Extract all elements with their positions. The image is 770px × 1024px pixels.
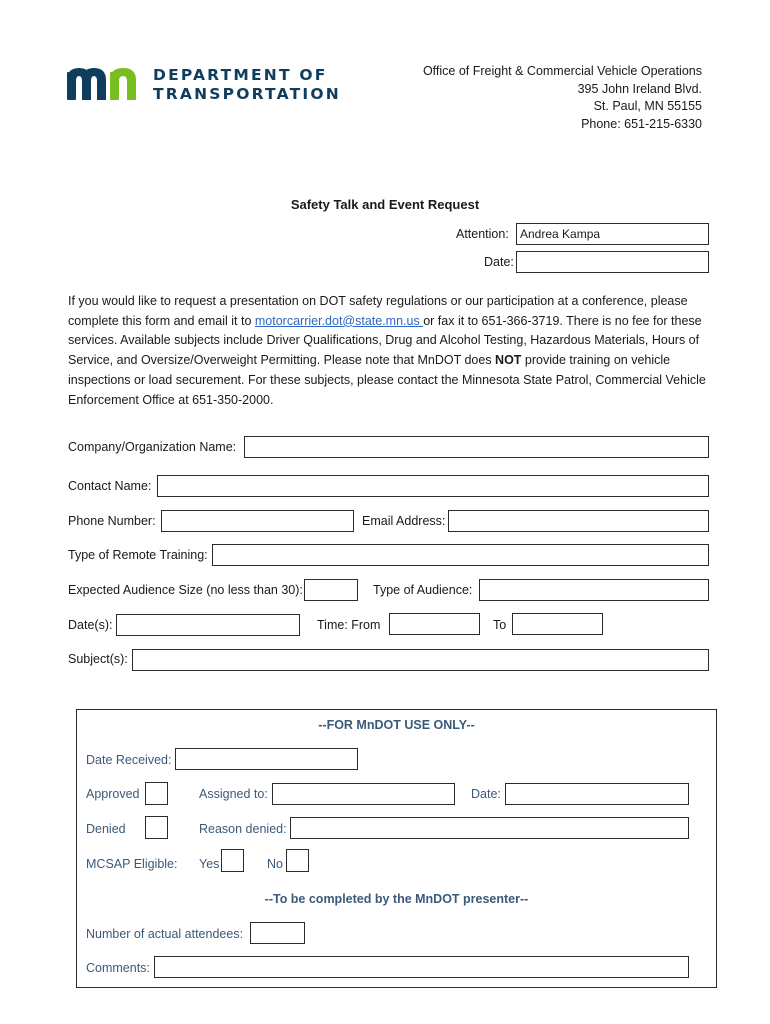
remote-training-field[interactable] [212,544,709,566]
time-from-field[interactable] [389,613,480,635]
company-label: Company/Organization Name: [68,440,237,454]
time-to-label: To [493,618,507,632]
email-field[interactable] [448,510,709,532]
audience-size-label: Expected Audience Size (no less than 30): [68,583,303,597]
phone-field[interactable] [161,510,354,532]
office-date-field[interactable] [505,783,689,805]
email-link[interactable]: motorcarrier.dot@state.mn.us [254,313,424,328]
mcsap-label: MCSAP Eligible: [86,857,178,871]
logo-text-transportation: TRANSPORTATION [153,85,341,103]
form-title: Safety Talk and Event Request [290,197,480,212]
denied-checkbox[interactable] [145,816,168,839]
approved-checkbox[interactable] [145,782,168,805]
audience-type-label: Type of Audience: [373,583,473,597]
attendees-label: Number of actual attendees: [86,927,244,941]
logo-text-department: DEPARTMENT OF [153,66,328,84]
intro-paragraph [68,292,708,410]
mn-logo-icon [67,66,143,100]
subjects-field[interactable] [132,649,709,671]
dates-label: Date(s): [68,618,113,632]
presenter-heading: --To be completed by the MnDOT presenter-- [264,892,529,906]
mcsap-yes-label: Yes [199,857,220,871]
address-line-phone: Phone: 651-215-6330 [581,117,702,131]
comments-field[interactable] [154,956,689,978]
date-received-field[interactable] [175,748,358,770]
attention-label: Attention: [456,227,509,241]
address-line-street: 395 John Ireland Blvd. [577,82,702,96]
attendees-field[interactable] [250,922,305,944]
office-date-label: Date: [471,787,501,801]
audience-size-field[interactable] [304,579,358,601]
company-field[interactable] [244,436,709,458]
intro-text-2: or fax it to 651-366-3719. There is no fee for these services. Available subjects include Driver Qualifications, Drug and Alcohol Testing, Hazardous Materials, Hours of Service, and Oversize/Overweight Permitting. Please note that MnDOT does [68,313,702,368]
dates-field[interactable] [116,614,300,636]
comments-label: Comments: [86,961,150,975]
reason-denied-label: Reason denied: [199,822,287,836]
contact-label: Contact Name: [68,479,152,493]
approved-label: Approved [86,787,140,801]
audience-type-field[interactable] [479,579,709,601]
office-use-heading: --FOR MnDOT USE ONLY-- [318,718,475,732]
intro-text-1: If you would like to request a presentation on DOT safety regulations or our participation at a conference, please complete this form and email it to [68,294,688,328]
date-received-label: Date Received: [86,753,172,767]
denied-label: Denied [86,822,126,836]
office-use-section [76,709,717,988]
time-from-label: Time: From [317,618,381,632]
time-to-field[interactable] [512,613,603,635]
address-line-city: St. Paul, MN 55155 [593,99,702,113]
mcsap-no-label: No [267,857,283,871]
remote-training-label: Type of Remote Training: [68,548,208,562]
subjects-label: Subject(s): [68,652,128,666]
mcsap-no-checkbox[interactable] [286,849,309,872]
email-label: Email Address: [362,514,446,528]
date-label: Date: [484,255,514,269]
reason-denied-field[interactable] [290,817,689,839]
phone-label: Phone Number: [68,514,156,528]
attention-field[interactable]: Andrea Kampa [516,223,709,245]
intro-emphasis: NOT [495,353,522,368]
date-field[interactable] [516,251,709,273]
assigned-to-field[interactable] [272,783,455,805]
mcsap-yes-checkbox[interactable] [221,849,244,872]
intro-text-3: provide training on vehicle inspections or load securement. For these subjects, please contact the Minnesota State Patrol, Commercial Vehicle Enforcement Office at 651-350-2000. [68,353,706,407]
contact-field[interactable] [157,475,709,497]
address-line-office: Office of Freight & Commercial Vehicle Operations [422,64,702,78]
assigned-to-label: Assigned to: [199,787,268,801]
